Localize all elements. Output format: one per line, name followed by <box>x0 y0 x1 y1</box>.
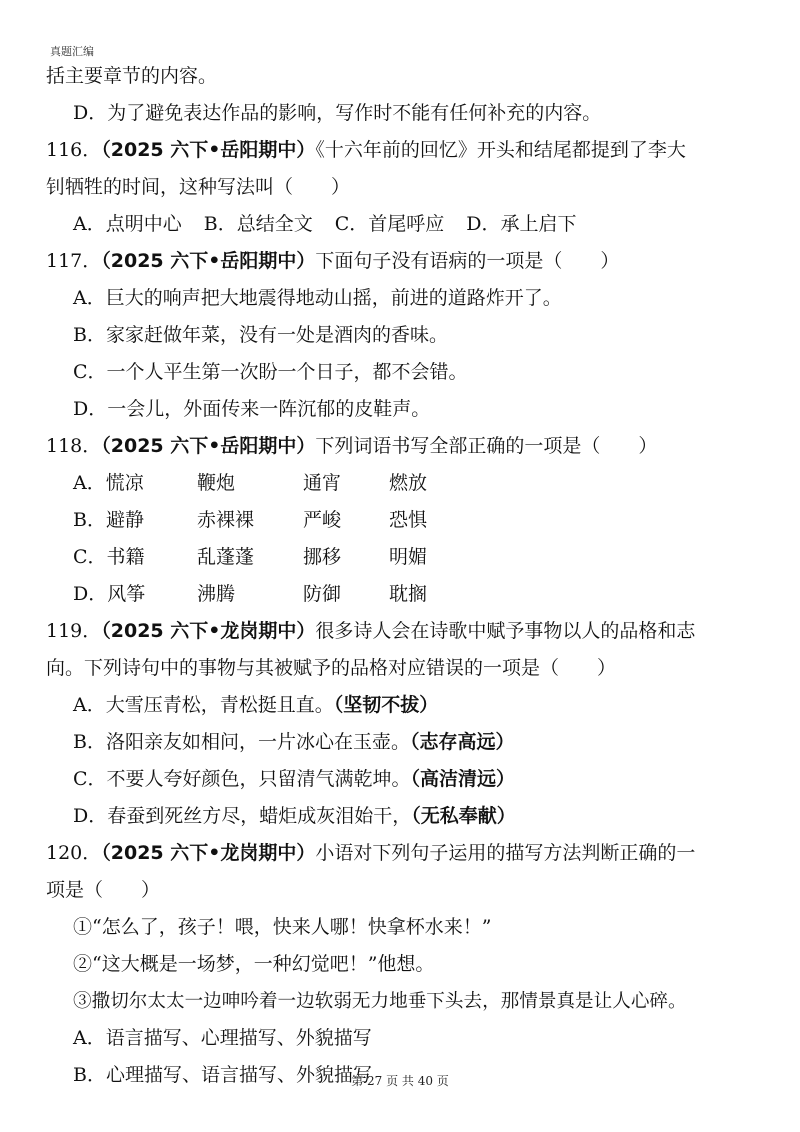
question-number: 116． <box>46 139 102 161</box>
option-b <box>46 502 766 539</box>
question-120 <box>46 835 766 872</box>
option-row <box>46 206 766 243</box>
question-source: （2025 六下•龙岗期中） <box>101 842 316 864</box>
question-number: 119． <box>46 620 102 642</box>
running-header: 真题汇编 <box>50 45 94 58</box>
option-text: D．春蚕到死丝方尽，蜡炬成灰泪始干， <box>73 805 412 827</box>
word: 鞭炮 <box>197 472 236 494</box>
question-continuation: 项是（ ） <box>46 879 161 901</box>
question-source: （2025 六下•岳阳期中） <box>101 435 316 457</box>
word: 赤裸裸 <box>197 509 255 531</box>
question-116 <box>46 132 766 169</box>
option-c: C．首尾呼应 <box>334 213 445 235</box>
option-text: C．不要人夸好颜色，只留清气满乾坤。 <box>73 768 411 790</box>
word: 明媚 <box>389 546 428 568</box>
option-b: B．家家赶做年菜，没有一处是酒肉的香味。 <box>73 324 448 346</box>
word: 燃放 <box>389 472 428 494</box>
option-a: A．语言描写、心理描写、外貌描写 <box>73 1027 372 1049</box>
question-117 <box>46 243 766 280</box>
option-d <box>46 798 766 835</box>
question-source: （2025 六下•岳阳期中） <box>101 139 316 161</box>
sentence-1: ①“怎么了，孩子！喂，快来人哪！快拿杯水来！” <box>73 916 492 938</box>
option-quality: （无私奉献） <box>411 805 516 827</box>
option-a <box>46 465 766 502</box>
question-119 <box>46 613 766 650</box>
option-text: B．洛阳亲友如相问，一片冰心在玉壶。 <box>73 731 410 753</box>
word: 严峻 <box>303 509 342 531</box>
question-text: 下面句子没有语病的一项是（ ） <box>315 250 620 272</box>
option-b: B．心理描写、语言描写、外貌描写 <box>73 1064 372 1086</box>
question-text: 下列词语书写全部正确的一项是（ ） <box>315 435 658 457</box>
question-number: 120． <box>46 842 102 864</box>
option-c <box>46 539 766 576</box>
word: 沸腾 <box>197 583 236 605</box>
question-source: （2025 六下•岳阳期中） <box>101 250 316 272</box>
word: 通宵 <box>303 472 342 494</box>
word: 挪移 <box>303 546 342 568</box>
option-d: D．一会儿，外面传来一阵沉郁的皮鞋声。 <box>73 398 431 420</box>
page-content <box>46 58 766 1094</box>
question-text: 很多诗人会在诗歌中赋予事物以人的品格和志 <box>315 620 696 642</box>
option-quality: （高洁清远） <box>410 768 516 790</box>
word: 恐惧 <box>389 509 428 531</box>
question-text: 《十六年前的回忆》开头和结尾都提到了李大 <box>315 139 686 161</box>
option-quality: （坚韧不拔） <box>333 694 439 716</box>
question-continuation: 钊牺牲的时间，这种写法叫（ ） <box>46 176 351 198</box>
option-line: D．为了避免表达作品的影响，写作时不能有任何补充的内容。 <box>73 102 602 124</box>
text-line: 括主要章节的内容。 <box>46 65 218 87</box>
option-c: C．一个人平生第一次盼一个日子，都不会错。 <box>73 361 468 383</box>
word: 耽搁 <box>389 583 428 605</box>
question-source: （2025 六下•龙岗期中） <box>101 620 316 642</box>
sentence-3: ③撒切尔太太一边呻吟着一边软弱无力地垂下头去，那情景真是让人心碎。 <box>73 991 687 1012</box>
option-a <box>46 687 766 724</box>
option-d <box>46 576 766 613</box>
word: C．书籍 <box>73 546 145 568</box>
sentence-2: ②“这大概是一场梦，一种幻觉吧！”他想。 <box>73 953 435 975</box>
option-quality: （志存高远） <box>409 731 515 753</box>
option-c <box>46 761 766 798</box>
page-footer: 第 27 页 共 40 页 <box>351 1074 449 1088</box>
option-a: A．巨大的响声把大地震得地动山摇，前进的道路炸开了。 <box>73 287 562 309</box>
question-number: 117． <box>46 250 102 272</box>
option-a: A．点明中心 <box>73 213 182 235</box>
question-continuation: 向。下列诗句中的事物与其被赋予的品格对应错误的一项是（ ） <box>46 657 617 679</box>
question-118 <box>46 428 766 465</box>
word: 防御 <box>303 583 342 605</box>
word: A．慌凉 <box>73 472 144 494</box>
option-d: D．承上启下 <box>466 213 577 235</box>
word: 乱蓬蓬 <box>197 546 255 568</box>
word: B．避静 <box>73 509 144 531</box>
question-text: 小语对下列句子运用的描写方法判断正确的一 <box>315 842 696 864</box>
option-b <box>46 724 766 761</box>
option-text: A．大雪压青松，青松挺且直。 <box>73 694 334 716</box>
word: D．风筝 <box>73 583 146 605</box>
option-b: B．总结全文 <box>203 213 313 235</box>
question-number: 118． <box>46 435 102 457</box>
